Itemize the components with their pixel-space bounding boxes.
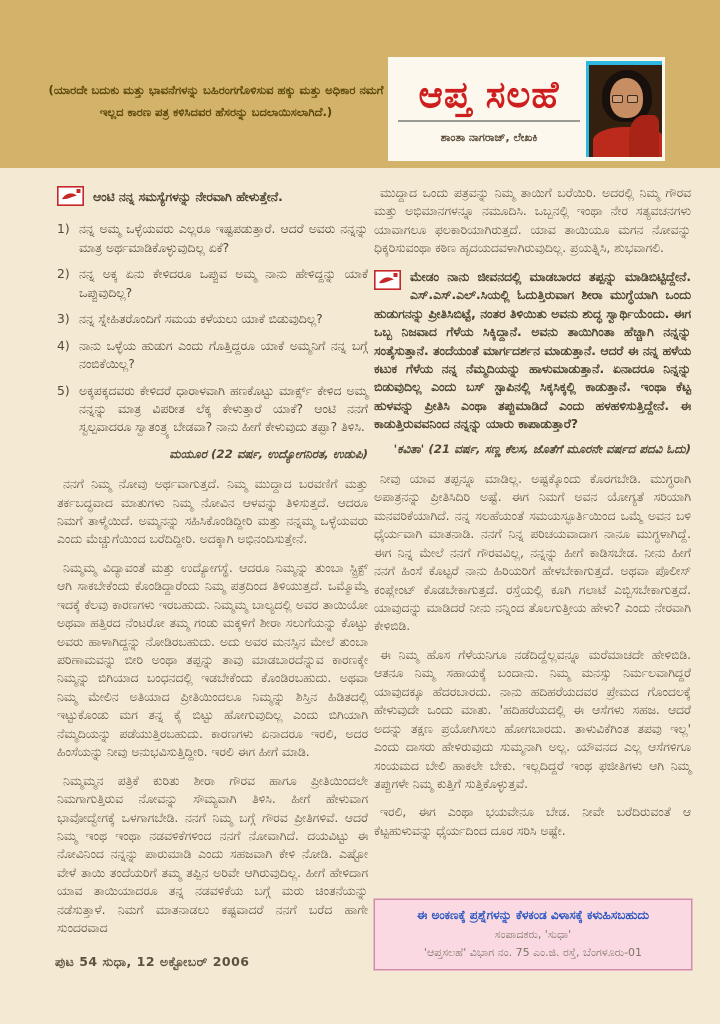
photo-sari-fold bbox=[629, 115, 659, 157]
reply1-paragraph-1: ನನಗೆ ನಿಮ್ಮ ನೋವು ಅರ್ಥವಾಗುತ್ತದೆ. ನಿಮ್ಮ ಮುದ್ದಾದ ಬರವಣಿಗೆ ಮತ್ತು ತರ್ಕಬದ್ಧವಾದ ಮಾತುಗಳು ನಿಮ್ಮ ನೋವಿನ ಆಳವನ್ನು ತಿಳಿಸುತ್ತದೆ. ಆದರೂ ನಿಮಗೆ ತಾಳ್ಮೆಯಿದೆ. ಅಮ್ಮನನ್ನು ಸಹಿಸಿಕೊಂಡಿದ್ದೀರಿ ಮತ್ತು ನನ್ನಮ್ಮ ಒಳ್ಳೆಯವರು ಎಂದು ಮೆಚ್ಚುಗೆಯಿಂದ ಬರೆದಿದ್ದೀರಿ. ಅದಕ್ಕಾಗಿ ಅಭಿನಂದಿಸುತ್ತೇನೆ. bbox=[57, 477, 368, 547]
photo-glasses bbox=[627, 95, 638, 103]
letter1-item-1 bbox=[57, 220, 368, 257]
letter1-item-3 bbox=[57, 310, 368, 328]
envelope-icon bbox=[374, 270, 401, 295]
address-box-heading: ಈ ಅಂಕಣಕ್ಕೆ ಪ್ರಶ್ನೆಗಳನ್ನು ಕೆಳಕಂಡ ವಿಳಾಸಕ್ಕೆ ಕಳುಹಿಸಬಹುದು bbox=[416, 908, 650, 922]
reply2-paragraph-3: ಇರಲಿ, ಈಗ ಎಂಥಾ ಭಯವೇನೂ ಬೇಡ. ನೀವೇ ಬರೆದಿರುವಂತೆ ಆ ಕೆಟ್ಟಹುಳುವನ್ನು ಧೈರ್ಯದಿಂದ ದೂರ ಸರಿಸಿ ಅಷ್ಟೇ. bbox=[374, 805, 691, 838]
item-number: 3) bbox=[57, 312, 70, 327]
item-text: ಅಕ್ಕಪಕ್ಕದವರು ಕೇಳಿದರೆ ಧಾರಾಳವಾಗಿ ಹಣಕೊಟ್ಟು ಮಾರ್ಕ್ಸ್ ಕೇಳಿದ ಅಮ್ಮ ನನ್ನನ್ನು ಮಾತ್ರ ವಿಪರೀತ ಲೆಕ್ಕ ಕೇಳುತ್ತಾರೆ ಯಾಕೆ? ಆಂಟಿ ನನಗೆ ಸ್ವಲ್ಪವಾದರೂ ಸ್ವಾತಂತ್ರ್ಯ ಬೇಡವಾ? ನಾನು ಹೀಗೆ ಕೇಳುವುದು ತಪ್ಪಾ? ತಿಳಿಸಿ. bbox=[79, 383, 368, 435]
letter2-signature: 'ಕವಿತಾ' (21 ವರ್ಷ, ಸಣ್ಣ ಕೆಲಸ, ಜೊತೆಗೆ ಮೂರನೇ ವರ್ಷದ ಪದವಿ ಓದು) bbox=[393, 441, 691, 456]
letter1-item-5 bbox=[57, 382, 368, 437]
page-footer: ಪುಟ 54 ಸುಧಾ, 12 ಅಕ್ಟೋಬರ್ 2006 bbox=[55, 954, 250, 969]
reply1-paragraph-4: ಮುದ್ದಾದ ಒಂದು ಪತ್ರವನ್ನು ನಿಮ್ಮ ತಾಯಿಗೆ ಬರೆಯಿರಿ. ಅದರಲ್ಲಿ ನಿಮ್ಮ ಗೌರವ ಮತ್ತು ಅಭಿಮಾನಗಳನ್ನೂ ನಮೂದಿಸಿ. ಒಬ್ಬನಲ್ಲಿ ಇಂಥಾ ನೇರ ಸತ್ಯವಚನಗಳು ಯಾವಾಗಲೂ ಫಲಕಾರಿಯಾಗಿರುತ್ತದೆ. ಯಾವ ತಾಯಿಯೂ ಮಗನ ನೋವನ್ನು ಧಿಕ್ಕರಿಸುವಂಥಾ ಕಠಿಣ ಹೃದಯದವಳಾಗಿರುವುದಿಲ್ಲ. ಪ್ರಯತ್ನಿಸಿ, ಶುಭವಾಗಲಿ. bbox=[374, 186, 691, 256]
author-photo bbox=[586, 61, 662, 157]
item-text: ನನ್ನ ಅಕ್ಕ ಏನು ಕೇಳಿದರೂ ಒಪ್ಪುವ ಅಮ್ಮ ನಾನು ಹೇಳಿದ್ದನ್ನು ಯಾಕೆ ಒಪ್ಪುವುದಿಲ್ಲ? bbox=[79, 267, 368, 300]
letter2-block bbox=[374, 268, 691, 434]
item-text: ನನ್ನ ಅಮ್ಮ ಒಳ್ಳೆಯವರು ಎಲ್ಲರೂ ಇಷ್ಟಪಡುತ್ತಾರೆ. ಆದರೆ ಅವರು ನನ್ನನ್ನು ಮಾತ್ರ ಅರ್ಥಮಾಡಿಕೊಳ್ಳುವುದಿಲ್ಲ ಏಕೆ? bbox=[79, 222, 368, 255]
address-box-editor: ಸಂಪಾದಕರು, 'ಸುಧಾ' bbox=[494, 928, 572, 941]
address-box bbox=[374, 899, 692, 970]
item-number: 2) bbox=[57, 267, 70, 282]
item-text: ನನ್ನ ಸ್ನೇಹಿತರೊಂದಿಗೆ ಸಮಯ ಕಳೆಯಲು ಯಾಕೆ ಬಿಡುವುದಿಲ್ಲ? bbox=[79, 312, 323, 327]
page-title: ಆಪ್ತ ಸಲಹೆ bbox=[418, 72, 560, 116]
photo-glasses bbox=[612, 95, 623, 103]
title-rule bbox=[398, 120, 580, 122]
reply2-paragraph-2: ಈ ನಿಮ್ಮ ಹೊಸ ಗೆಳೆಯನಿಗೂ ನಡೆದಿದ್ದೆಲ್ಲವನ್ನೂ ಮರೆಮಾಚದೇ ಹೇಳಿಬಿಡಿ. ಆತನೂ ನಿಮ್ಮ ಸಹಾಯಕ್ಕೆ ಬಂದಾನು. ನಿಮ್ಮ ಮನಸ್ಸು ನಿರ್ಮಲವಾಗಿದ್ದರೆ ಯಾವುದಕ್ಕೂ ಹೆದರಬಾರದು. ನಾನು ಹದಿಹರೆಯದವರ ಪ್ರೇಮದ ಗೊಂದಲಕ್ಕೆ ಹೇಳುವುದೇ ಒಂದು ಮಾತು. 'ಹದಿಹರೆಯದಲ್ಲಿ ಈ ಆಸೆಗಳು ಸಹಜ. ಆದರೆ ಅದನ್ನು ತಕ್ಷಣ ಪ್ರಯೋಗಿಸಲು ಹೋಗಬಾರದು. ತಾಳುವಿಕೆಗಿಂತ ತಪವು ಇಲ್ಲ' ಎಂದು ದಾಸರು ಹೇಳಿರುವುದು ಸುಮ್ಮನಾಗಿ ಅಲ್ಲ. ಯೌವನದ ಎಲ್ಲ ಆಸೆಗಳಿಗೂ ಸಂಯಮದ ಬೇಲಿ ಹಾಕಲೇ ಬೇಕು. ಇಲ್ಲದಿದ್ದರೆ ಇಂಥ ಫಜೀತಿಗಳು ಆಗಿ ನಿಮ್ಮ ತಪ್ಪುಗಳೇ ನಿಮ್ಮ ಕುತ್ತಿಗೆ ಸುತ್ತಿಕೊಳ್ಳುತ್ತವೆ. bbox=[374, 647, 691, 791]
envelope-icon bbox=[57, 186, 84, 211]
column-title-area bbox=[388, 57, 586, 161]
author-byline: ಶಾಂತಾ ನಾಗರಾಜ್, ಲೇಖಕಿ bbox=[440, 130, 538, 144]
column-2 bbox=[374, 184, 691, 850]
item-text: ನಾನು ಒಳ್ಳೆಯ ಹುಡುಗ ಎಂದು ಗೊತ್ತಿದ್ದರೂ ಯಾಕೆ ಅಮ್ಮನಿಗೆ ನನ್ನ ಬಗ್ಗೆ ನಂಬಿಕೆಯಿಲ್ಲ? bbox=[79, 338, 368, 372]
letter1-opening: ಆಂಟಿ ನನ್ನ ಸಮಸ್ಯೆಗಳನ್ನು ನೇರವಾಗಿ ಹೇಳುತ್ತೇನೆ. bbox=[93, 190, 283, 204]
address-box-address: 'ಆಪ್ತಸಲಹೆ' ವಿಭಾಗ ನಂ. 75 ಎಂ.ಜಿ. ರಸ್ತೆ, ಬೆಂಗಳೂರು-01 bbox=[423, 946, 643, 959]
item-number: 1) bbox=[57, 222, 70, 237]
reply2-paragraph-1: ನೀವು ಯಾವ ತಪ್ಪನ್ನೂ ಮಾಡಿಲ್ಲ. ಅಷ್ಟಕ್ಕೊಂದು ಕೊರಗಬೇಡಿ. ಮುಗ್ಧರಾಗಿ ಅಪಾತ್ರನನ್ನು ಪ್ರೀತಿಸಿದಿರಿ ಅಷ್ಟೆ. ಈಗ ನಿಮಗೆ ಅವನ ಯೋಗ್ಯತೆ ಸರಿಯಾಗಿ ಮನವರಿಕೆಯಾಗಿದೆ. ನನ್ನ ಸಲಹೆಯಂತೆ ಸಮಯಸ್ಫೂರ್ತಿಯಿಂದ ಒಮ್ಮೆ ಅವನ ಬಳಿ ಧೈರ್ಯವಾಗಿ ಮಾತನಾಡಿ. ನನಗೆ ನಿನ್ನ ಪರಿಚಯವಾದಾಗ ನಾನೂ ಮುಗ್ಧಳಾಗಿದ್ದೆ. ಈಗ ನಿನ್ನ ಮೇಲೆ ನನಗೆ ಗೌರವವಿಲ್ಲ, ನನ್ನನ್ನು ಹೀಗೆ ಕಾಡಿಸಬೇಡ. ನೀನು ಹೀಗೆ ನನಗೆ ಹಿಂಸೆ ಕೊಟ್ಟರೆ ನಾನು ಹಿರಿಯರಿಗೆ ಹೇಳಬೇಕಾಗುತ್ತದೆ. ಅಥವಾ ಪೊಲೀಸ್ ಕಂಪ್ಲೇಂಟ್ ಕೊಡಬೇಕಾಗುತ್ತದೆ. ರಸ್ತೆಯಲ್ಲಿ ಕೂಗಿ ಗಲಾಟೆ ಎಬ್ಬಿಸಬೇಕಾಗುತ್ತದೆ. ಯಾವುದನ್ನು ಮಾಡಿದರೆ ನೀನು ನನ್ನಿಂದ ತೊಲಗುತ್ತೀಯ ಹೇಳು? ಎಂದು ನೇರವಾಗಿ ಕೇಳಿಬಿಡಿ. bbox=[374, 471, 691, 634]
letter1-opening-row bbox=[57, 186, 368, 211]
letter2-body: ಮೇಡಂ ನಾನು ಜೀವನದಲ್ಲಿ ಮಾಡಬಾರದ ತಪ್ಪನ್ನು ಮಾಡಿಬಿಟ್ಟಿದ್ದೇನೆ. ಎಸ್.ಎಸ್.ಎಲ್.ಸಿಯಲ್ಲಿ ಓದುತ್ತಿರುವಾಗ ಶೀರಾ ಮುಗ್ಧೆಯಾಗಿ ಒಂದು ಹುಡುಗನನ್ನು ಪ್ರೀತಿಸಿಬಿಟ್ಟೆ, ನಂತರ ತಿಳಿಯಿತು ಅವನು ಶುದ್ಧ ಸ್ವಾರ್ಥಿಯೆಂದು. ಈಗ ಒಬ್ಬ ನಿಜವಾದ ಗೆಳೆಯ ಸಿಕ್ಕಿದ್ದಾನೆ. ಅವನು ತಾಯಿಗಿಂತಾ ಹೆಚ್ಚಾಗಿ ನನ್ನನ್ನು ಸಂತೈಸುತ್ತಾನೆ. ತಂದೆಯಂತೆ ಮಾರ್ಗದರ್ಶನ ಮಾಡುತ್ತಾನೆ. ಆದರೆ ಈ ನನ್ನ ಹಳೆಯ ಕಟುಕ ಗೆಳೆಯ ನನ್ನ ನೆಮ್ಮದಿಯನ್ನು ಹಾಳುಮಾಡುತ್ತಾನೆ. ಏನಾದರೂ ನಿನ್ನನ್ನು ಬಿಡುವುದಿಲ್ಲ ಎಂದು ಬಸ್ ಸ್ಟಾಪಿನಲ್ಲಿ ಸಿಕ್ಕಸಿಕ್ಕಲ್ಲಿ ಕಾಡುತ್ತಾನೆ. ಇಂಥಾ ಕೆಟ್ಟ ಹುಳವನ್ನು ಪ್ರೀತಿಸಿ ಎಂಥಾ ತಪ್ಪುಮಾಡಿದೆ ಎಂದು ಹಳಹಳಿಸುತ್ತಿದ್ದೇನೆ. ಈ ಕಾಡುತ್ತಿರುವವನಿಂದ ನನ್ನನ್ನು ಯಾರು ಕಾಪಾಡುತ್ತಾರೆ? bbox=[374, 269, 691, 432]
reply1-paragraph-2: ನಿಮ್ಮಮ್ಮ ವಿದ್ಯಾವಂತೆ ಮತ್ತು ಉದ್ಯೋಗಸ್ಥೆ. ಆದರೂ ನಿಮ್ಮನ್ನು ತುಂಬಾ ಸ್ಟ್ರಿಕ್ಟ್ ಆಗಿ ಸಾಕಬೇಕೆಂದು ಕೊಂಡಿದ್ದಾರೆಂದು ನಿಮ್ಮ ಪತ್ರದಿಂದ ತಿಳಿಯುತ್ತದೆ. ಒಮ್ಮೊಮ್ಮೆ ಇದಕ್ಕೆ ಕೆಲವು ಕಾರಣಗಳು ಇರಬಹುದು. ನಿಮ್ಮಮ್ಮ ಬಾಲ್ಯದಲ್ಲಿ ಅವರ ತಾಯಿಯೋ ಅಥವಾ ಹತ್ತಿರದ ನೆಂಟರೋ ತಮ್ಮ ಗಂಡು ಮಕ್ಕಳಿಗೆ ಶೀರಾ ಸಲುಗೆಯನ್ನು ಕೊಟ್ಟು ಅವರು ಹಾಳಾಗಿದ್ದನ್ನು ನೋಡಿರಬಹುದು. ಅದು ಅವರ ಮನಸ್ಸಿನ ಮೇಲೆ ತುಂಬಾ ಪರಿಣಾಮವನ್ನು ಬೀರಿ ಅಂಥಾ ತಪ್ಪನ್ನು ತಾವು ಮಾಡಬಾರದೆನ್ನುವ ಕಾರಣಕ್ಕೇ ನಿಮ್ಮನ್ನು ಬಿಗಿಯಾದ ಬಂಧನದಲ್ಲಿ ಇಡಬೇಕೆಂದು ಕೊಂಡಿರಬಹುದು. ಅಥವಾ ನಿಮ್ಮ ಮೇಲಿನ ಅತಿಯಾದ ಪ್ರೀತಿಯಿಂದಲೂ ನಿಮ್ಮನ್ನು ಶಿಸ್ತಿನ ಹಿಡಿತದಲ್ಲಿ ಇಟ್ಟುಕೊಂಡು ಮಗ ತನ್ನ ಕೈ ಬಿಟ್ಟು ಹೋಗುವುದಿಲ್ಲ ಎಂದು ಬಿಗಿಯಾಗಿ ನೆಮ್ಮದಿಯನ್ನು ಪಡೆಯುತ್ತಿರಬಹುದು. ಕಾರಣಗಳು ಏನಾದರೂ ಇರಲಿ, ಅದರ ಹಿಂಸೆಯನ್ನು ನೀವು ಅನುಭವಿಸುತ್ತಿದ್ದೀರಿ. ಇರಲಿ ಈಗ ಹೀಗೆ ಮಾಡಿ. bbox=[57, 560, 368, 760]
reply1-paragraph-3: ನಿಮ್ಮಮ್ಮನ ಪತ್ರಿಕೆ ಕುರಿತು ಶೀರಾ ಗೌರವ ಹಾಗೂ ಪ್ರೀತಿಯಿಂದಲೇ ನಿಮಗಾಗುತ್ತಿರುವ ನೋವನ್ನು ಸೌಮ್ಯವಾಗಿ ತಿಳಿಸಿ. ಹೀಗೆ ಹೇಳುವಾಗ ಭಾವೋದ್ವೇಗಕ್ಕೆ ಒಳಗಾಗಬೇಡಿ. ನನಗೆ ನಿಮ್ಮ ಬಗ್ಗೆ ಗೌರವ ಪ್ರೀತಿಗಳಿವೆ. ಆದರೆ ನಿಮ್ಮ ಇಂಥ ಇಂಥಾ ನಡವಳಿಕೆಗಳಿಂದ ನನಗೆ ನೋವಾಗಿದೆ. ದಯವಿಟ್ಟು ಈ ನೋವಿನಿಂದ ನನ್ನನ್ನು ಪಾರುಮಾಡಿ ಎಂದು ಸಹಜವಾಗಿ ಕೇಳಿ ನೋಡಿ. ಎಷ್ಟೋ ವೇಳೆ ತಾಯಿ ತಂದೆಯರಿಗೆ ತಮ್ಮ ತಪ್ಪಿನ ಅರಿವೇ ಆಗಿರುವುದಿಲ್ಲ. ಹೀಗೆ ಹೇಳಿದಾಗ ಯಾವ ತಾಯಿಯಾದರೂ ತನ್ನ ನಡವಳಿಕೆಯ ಬಗ್ಗೆ ಮರು ಚಿಂತನೆಯನ್ನು ನಡೆಸುತ್ತಾಳೆ. ನಿಮಗೆ ಮಾತನಾಡಲು ಕಷ್ಟವಾದರೆ ನನಗೆ ಬರೆದ ಹಾಗೇ ಸುಂದರವಾದ bbox=[57, 773, 368, 936]
column-1 bbox=[57, 186, 368, 948]
letter1-item-2 bbox=[57, 265, 368, 302]
column-header-box bbox=[388, 57, 665, 161]
item-number: 5) bbox=[57, 383, 70, 398]
masthead-disclaimer: (ಯಾರದೇ ಬದುಕು ಮತ್ತು ಭಾವನೆಗಳನ್ನು ಬಹಿರಂಗಗೊಳಿಸುವ ಹಕ್ಕು ಮತ್ತು ಅಧಿಕಾರ ನಮಗೆ ಇಲ್ಲದ ಕಾರಣ ಪತ್ರ ಕಳಿಸಿದವರ ಹೆಸರನ್ನು ಬದಲಾಯಿಸಲಾಗಿದೆ.) bbox=[48, 83, 384, 119]
letter1-signature: ಮಯೂರ (22 ವರ್ಷ, ಉದ್ಯೋಗನಿರತ, ಉಡುಪಿ) bbox=[169, 446, 368, 461]
item-number: 4) bbox=[57, 338, 70, 353]
letter1-item-4 bbox=[57, 337, 368, 374]
